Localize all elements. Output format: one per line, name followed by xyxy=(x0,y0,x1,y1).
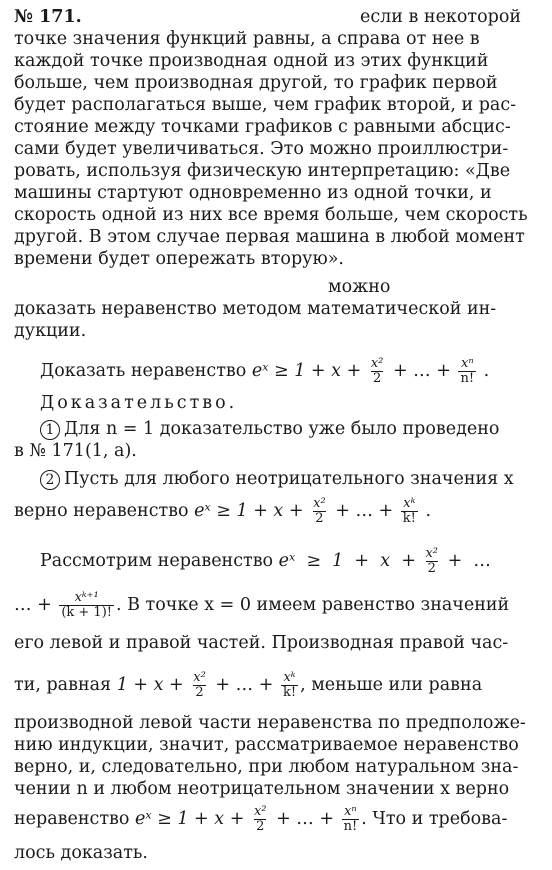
fraction-xn-over-nfact: $\frac{\text{xⁿ}}{n!}$ xyxy=(343,804,358,834)
problem-header xyxy=(14,6,542,28)
fraction-x2-over-2: $\frac{\text{x²}}{2}$ xyxy=(370,356,384,386)
fraction-x2-over-2: $\frac{\text{x²}}{2}$ xyxy=(425,546,438,576)
fraction-xk-over-kfact: $\frac{\text{xᵏ}}{k!}$ xyxy=(402,496,416,526)
para2-line: доказать неравенство методом математической ин- xyxy=(14,299,497,319)
para1-line: ровать, используя физическую интерпретацию: «Две xyxy=(14,161,511,181)
consider-line8: чении n и любом неотрицательном значении x верно xyxy=(14,779,510,799)
step2-line2: верно неравенство eˣ ≥ 1 + x + $\frac{\text{x²}}{2}$ + … + $\frac{\text{xᵏ}}{k!}$ . xyxy=(14,496,432,526)
consider-line1: Рассмотрим неравенство eˣ ≥ 1 + x + $\frac{\text{x²}}{2}$ + … xyxy=(40,546,491,576)
para1-last-line: времени будет опережать вторую». xyxy=(14,249,344,269)
consider-line9: неравенство eˣ ≥ 1 + x + $\frac{\text{x²}}{2}$ + … + $\frac{\text{xⁿ}}{n!}$ . Что и требова- xyxy=(14,804,508,834)
fraction-xn-over-nfact: $\frac{\text{xⁿ}}{n!}$ xyxy=(460,356,475,386)
consider-line5: производной левой части неравенства по предположе- xyxy=(14,713,526,733)
para1-line: машины стартуют одновременно из одной точки, и xyxy=(14,183,492,203)
fraction-x2-over-2: $\frac{\text{x²}}{2}$ xyxy=(193,670,206,700)
fraction-x2-over-2: $\frac{\text{x²}}{2}$ xyxy=(253,804,267,834)
consider-line6: нию индукции, значит, рассматриваемое неравенство xyxy=(14,735,519,755)
step1-line2: в № 171(1, а). xyxy=(14,441,137,461)
para1-line: точке значения функций равны, а справа от нее в xyxy=(14,29,480,49)
statement-prefix: Доказать неравенство xyxy=(40,361,247,381)
para1-line: будет располагаться выше, чем график второй, и рас- xyxy=(14,95,517,115)
problem-number: № 171. xyxy=(14,7,82,27)
para1-line: скорость одной из них все время больше, чем скорость xyxy=(14,205,528,225)
consider-line10: лось доказать. xyxy=(14,843,148,863)
statement-lhs: eˣ ≥ 1 + x + xyxy=(251,361,362,381)
step1-marker: 1 xyxy=(40,420,60,440)
para1-line: сами будет увеличиваться. Это можно проиллюстри- xyxy=(14,139,509,159)
fraction-x2-over-2: $\frac{\text{x²}}{2}$ xyxy=(313,496,326,526)
consider-line3: его левой и правой частей. Производная правой час- xyxy=(14,633,509,653)
step2-line1: 2 Пусть для любого неотрицательного значения x xyxy=(40,468,542,490)
para1-line: больше, чем производная другой, то график первой xyxy=(14,73,498,93)
consider-line7: верно, и, следовательно, при любом натуральном зна- xyxy=(14,757,519,777)
consider-line2: … + $\frac{\text{xᵏ⁺¹}}{(k + 1)!}$ . В точке x = 0 имеем равенство значений xyxy=(14,590,510,620)
fraction-xk1-over-k1fact: $\frac{\text{xᵏ⁺¹}}{(k + 1)!}$ xyxy=(61,590,112,620)
consider-line4: ти, равная 1 + x + $\frac{\text{x²}}{2}$ + … + $\frac{\text{xᵏ}}{k!}$ , меньше или равна xyxy=(14,670,483,700)
para2-line: дукции. xyxy=(14,321,87,341)
statement: Доказать неравенство eˣ ≥ 1 + x + $\frac{\text{x²}}{2}$ + … + $\frac{\text{xⁿ}}{n!}$ . xyxy=(40,356,490,386)
step2-marker: 2 xyxy=(40,470,60,490)
para1-line: каждой точке производная одной из этих функций xyxy=(14,51,489,71)
para1-line: стояние между точками графиков с равными абсцис- xyxy=(14,117,511,137)
para1-first-words: если в некоторой xyxy=(360,7,522,27)
para2-lead: можно xyxy=(328,277,391,297)
para1-line: другой. В этом случае первая машина в любой момент xyxy=(14,227,525,247)
step1-line1: 1 Для n = 1 доказательство уже было проведено xyxy=(40,418,542,440)
proof-heading: Доказательство. xyxy=(40,393,238,413)
fraction-xk-over-kfact: $\frac{\text{xᵏ}}{k!}$ xyxy=(282,670,297,700)
